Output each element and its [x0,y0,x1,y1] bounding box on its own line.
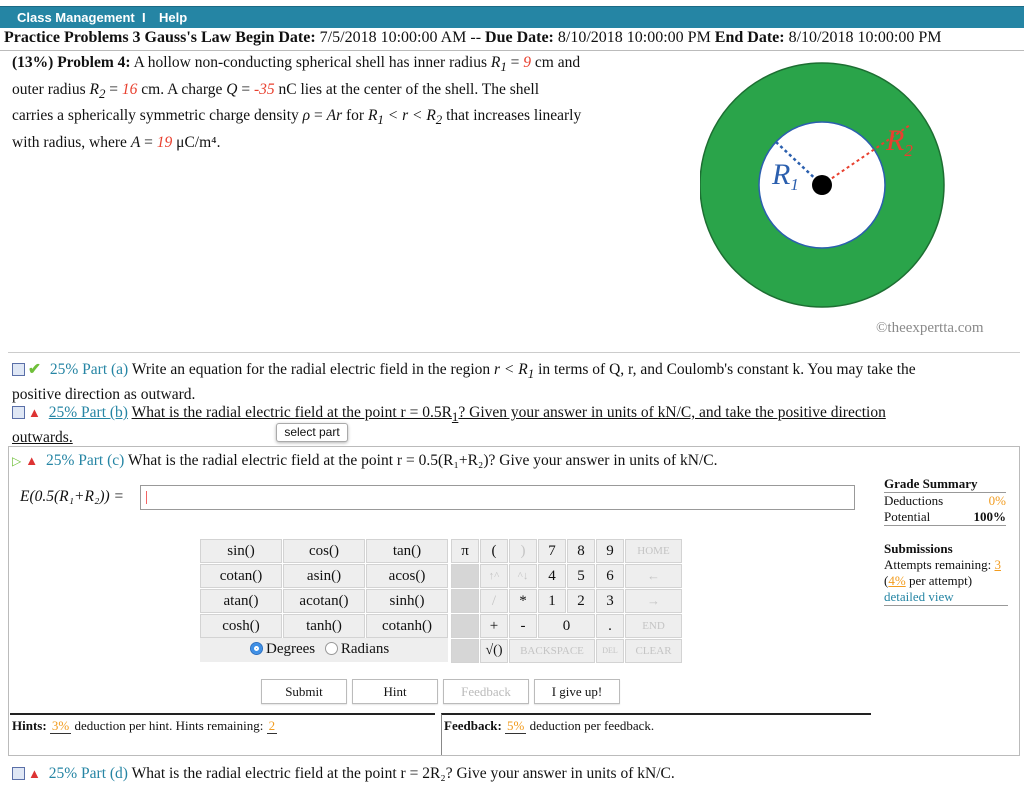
q-symbol: Q [226,80,238,98]
part-c-label[interactable]: 25% Part (c) [45,452,125,469]
top-menu-bar [0,6,1024,28]
problem-text: that increases linearly [446,107,582,125]
radians-radio[interactable] [325,642,338,655]
key-end[interactable]: END [625,614,682,638]
answer-label: E(0.5(R₁+R₂)) = [20,488,124,505]
key-rparen[interactable]: ) [509,539,537,563]
center-charge [812,175,832,195]
part-b-text[interactable]: ? Given your answer in units of kN/C, and take the positive direction [458,404,886,421]
submissions-panel [884,541,1008,606]
key-acotan[interactable]: acotan() [283,589,365,613]
divider [8,352,1020,353]
key-cotanh[interactable]: cotanh() [366,614,448,638]
key-up[interactable]: ↑^ [480,564,508,588]
feedback-info [441,713,871,755]
key-star[interactable]: * [509,589,537,613]
radians-label[interactable]: Radians [340,641,390,657]
key-sin[interactable]: sin() [200,539,282,563]
begin-date: 7/5/2018 10:00:00 AM [319,29,467,46]
key-tan[interactable]: tan() [366,539,448,563]
select-part-tooltip: select part [276,423,348,442]
warning-icon: ▲ [28,405,41,420]
eq: = [510,54,520,71]
r1-symbol: R [490,54,501,71]
key-sqrt[interactable]: √() [480,639,508,663]
key-dot[interactable]: . [596,614,624,638]
key-home[interactable]: HOME [625,539,682,563]
part-a-text: r < R [494,361,528,378]
key-slash[interactable]: / [480,589,508,613]
deductions-value: 0% [988,493,1006,508]
hints-label: Hints: [12,718,47,733]
shell-diagram [700,62,1000,322]
due-label: Due Date: [485,29,554,46]
part-d-label[interactable]: 25% Part (d) [48,765,128,782]
play-icon: ▷ [12,454,22,468]
key-3[interactable]: 3 [596,589,624,613]
key-acos[interactable]: acos() [366,564,448,588]
answer-input[interactable]: | [140,485,855,510]
r1-sub: 1 [500,59,507,75]
menu-class-management[interactable]: Class Management [17,10,135,25]
part-d-text: What is the radial electric field at the point r = 2R₂? Give your answer in units of kN/C. [131,765,675,782]
paren: ( [884,573,889,588]
degrees-radio[interactable] [250,642,263,655]
r2-value: 16 [121,80,138,98]
feedback-pct: 5% [507,718,525,733]
potential-label: Potential [884,509,931,524]
key-tanh[interactable]: tanh() [283,614,365,638]
end-label: End Date: [714,29,785,46]
key-lparen[interactable]: ( [480,539,508,563]
per-attempt-text: per attempt) [908,573,973,588]
deductions-label: Deductions [884,493,944,508]
feedback-text: deduction per feedback. [529,718,655,733]
key-asin[interactable]: asin() [283,564,365,588]
key-blank [451,614,479,638]
rho-symbol: ρ [302,107,311,125]
attempts-value: 3 [994,557,1001,572]
problem-weight: (13%) [12,54,54,71]
hints-remaining: 2 [268,718,276,733]
eq: = [241,80,251,98]
key-6[interactable]: 6 [596,564,624,588]
expand-icon[interactable] [12,767,25,780]
key-blank [451,564,479,588]
key-back-arrow[interactable]: ← [625,564,682,588]
key-cotan[interactable]: cotan() [200,564,282,588]
part-b-label[interactable]: 25% Part (b) [48,404,128,421]
key-1[interactable]: 1 [538,589,566,613]
r1-sub: 1 [377,112,384,128]
a-value: 19 [156,133,173,151]
date-dash: -- [470,29,482,46]
key-9[interactable]: 9 [596,539,624,563]
part-b[interactable] [12,402,1002,448]
a-symbol: A [130,133,141,151]
key-plus[interactable]: + [480,614,508,638]
key-updown[interactable]: ^↓ [509,564,537,588]
part-c[interactable] [12,450,1002,472]
q-value: -35 [253,80,275,98]
potential-value: 100% [973,509,1006,524]
r2-sub: 2 [98,85,106,101]
key-2[interactable]: 2 [567,589,595,613]
due-date: 8/10/2018 10:00:00 PM [557,29,711,46]
key-clear[interactable]: CLEAR [625,639,682,663]
key-minus[interactable]: - [509,614,537,638]
r2-label: $R_2$ [886,124,913,160]
problem-statement [12,52,632,154]
angle-mode [200,638,448,662]
detailed-view-link[interactable]: detailed view [884,589,954,604]
part-b-sub: 1 [451,409,459,425]
expand-icon[interactable] [12,406,25,419]
submissions-title: Submissions [884,541,953,556]
per-attempt-pct: 4% [888,573,906,588]
problem-text: nC lies at the center of the shell. The shell [278,80,540,98]
key-4[interactable]: 4 [538,564,566,588]
problem-text: with radius, where [12,133,127,151]
part-a-text: positive direction as outward. [12,386,196,404]
problem-text: carries a spherically symmetric charge density [12,107,299,125]
hints-text: deduction per hint. Hints remaining: [74,718,264,733]
begin-label: Begin Date: [235,29,316,46]
end-date: 8/10/2018 10:00:00 PM [788,29,942,46]
key-del[interactable]: DEL [596,639,624,663]
key-0[interactable]: 0 [538,614,595,638]
hints-info [10,713,435,755]
assignment-title: Practice Problems 3 Gauss's Law [4,29,232,46]
degrees-label[interactable]: Degrees [266,641,316,657]
key-fwd-arrow[interactable]: → [625,589,682,613]
r2-symbol: R [89,80,99,98]
density-expr: Ar [326,107,343,125]
check-icon: ✔ [28,361,41,378]
hint-button[interactable]: Hint [352,679,438,704]
eq: = [313,107,323,125]
key-pi[interactable]: π [451,539,479,563]
assignment-header [0,29,1024,51]
eq: = [144,133,153,151]
feedback-label: Feedback: [444,718,502,733]
warning-icon: ▲ [25,453,39,468]
part-c-text: What is the radial electric field at the point r = 0.5(R₁+R₂)? Give your answer in units of kN/C. [127,452,718,469]
grade-title: Grade Summary [884,476,1006,493]
r1-value: 9 [523,54,532,71]
part-a[interactable] [12,359,1002,405]
give-up-button[interactable]: I give up! [534,679,620,704]
expand-icon[interactable] [12,363,25,376]
key-7[interactable]: 7 [538,539,566,563]
menu-help[interactable]: Help [159,10,188,25]
key-sinh[interactable]: sinh() [366,589,448,613]
part-d[interactable] [12,763,1002,784]
submit-button[interactable]: Submit [261,679,347,704]
r1-label: $R_1$ [772,158,799,194]
problem-text: cm. A charge [141,80,223,98]
hints-pct: 3% [51,718,70,733]
part-a-label[interactable]: 25% Part (a) [49,361,129,378]
feedback-button[interactable]: Feedback [443,679,529,704]
key-atan[interactable]: atan() [200,589,282,613]
copyright-credit: ©theexpertta.com [876,320,984,336]
key-cosh[interactable]: cosh() [200,614,282,638]
warning-icon: ▲ [28,766,41,781]
r2-symbol: R [426,107,436,125]
key-blank [451,639,479,663]
r1-symbol: R [367,107,378,125]
part-b-text[interactable]: outwards. [12,429,73,447]
r2-sub: 2 [435,112,443,128]
problem-text: cm and [534,54,581,71]
key-5[interactable]: 5 [567,564,595,588]
key-cos[interactable]: cos() [283,539,365,563]
a-unit: μC/m⁴. [176,133,221,151]
part-a-text: Write an equation for the radial electric field in the region [131,361,491,378]
problem-text: outer radius [12,80,86,98]
part-a-sub: 1 [527,366,535,382]
range-condition: < r < [387,107,423,125]
key-8[interactable]: 8 [567,539,595,563]
part-b-text[interactable]: What is the radial electric field at the point r = 0.5R [131,404,452,421]
part-a-text: in terms of Q, r, and Coulomb's constant k. You may take the [538,361,916,378]
problem-text: A hollow non-conducting spherical shell has inner radius [133,54,487,71]
eq: = [109,80,119,98]
key-blank [451,589,479,613]
problem-text: for [345,107,365,125]
menu-separator: I [142,10,146,25]
attempts-label: Attempts remaining: [884,557,992,572]
grade-summary [884,476,1006,526]
key-backspace[interactable]: BACKSPACE [509,639,595,663]
problem-number: Problem 4: [57,54,131,71]
